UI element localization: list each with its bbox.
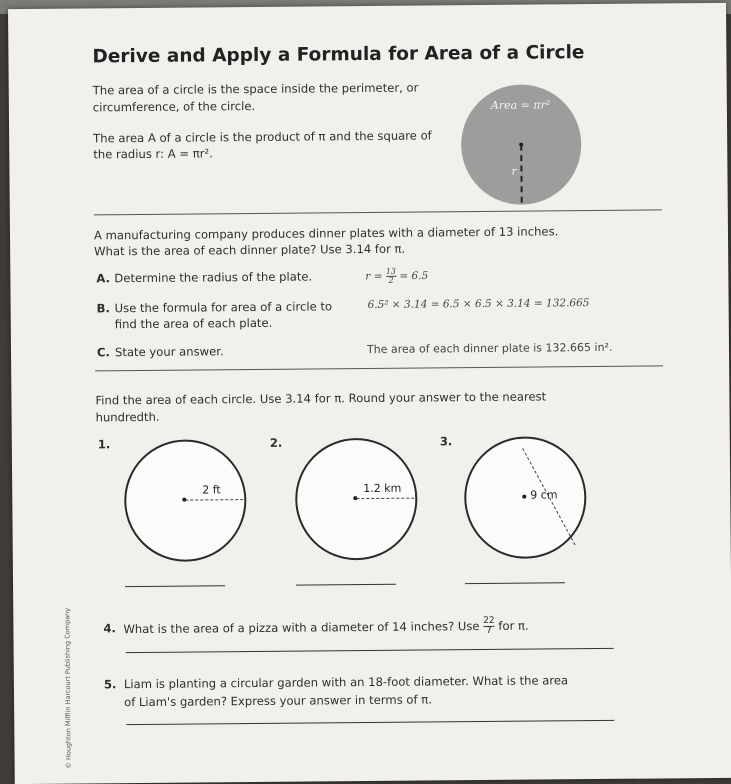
- problem-1-circle: [124, 439, 247, 562]
- question-5-number: 5.: [103, 677, 117, 692]
- step-a-label: A.: [96, 271, 111, 286]
- example-line-1: A manufacturing company produces dinner plates with a diameter of 13 inches.: [93, 224, 559, 243]
- step-c-answer: The area of each dinner plate is 132.665 in².: [366, 340, 613, 357]
- worksheet-page: [8, 3, 731, 784]
- problem-1-label: 2 ft: [202, 483, 221, 497]
- intro-line-3: The area A of a circle is the product of π and the square of: [93, 128, 432, 146]
- area-figure-circle: [461, 84, 582, 205]
- step-b-text-2: find the area of each plate.: [114, 315, 273, 332]
- intro-line-4: the radius r: A = πr².: [93, 146, 213, 162]
- step-c-text: State your answer.: [114, 344, 224, 360]
- example-line-2: What is the area of each dinner plate? Use 3.14 for π.: [94, 241, 406, 259]
- problem-1-number: 1.: [97, 437, 111, 452]
- step-b-text-1: Use the formula for area of a circle to: [114, 299, 333, 316]
- question-5-answer-line[interactable]: [126, 720, 614, 725]
- intro-line-1: The area of a circle is the space inside the perimeter, or: [92, 80, 419, 98]
- practice-instructions-2: hundredth.: [95, 409, 160, 425]
- step-a-text: Determine the radius of the plate.: [114, 269, 313, 286]
- problem-2-radius: [356, 498, 414, 500]
- problem-2-center: [353, 496, 357, 500]
- step-c-label: C.: [96, 345, 110, 360]
- problem-2-number: 2.: [269, 435, 283, 450]
- step-b-label: B.: [96, 301, 110, 316]
- question-4-answer-line[interactable]: [126, 648, 614, 653]
- question-5-line-2: of Liam's garden? Express your answer in terms of π.: [124, 692, 432, 710]
- problem-3-label: 9 cm: [530, 488, 558, 502]
- practice-instructions-1: Find the area of each circle. Use 3.14 for π. Round your answer to the nearest: [95, 389, 547, 408]
- radius-line: [520, 145, 523, 203]
- problem-3-answer-line[interactable]: [465, 582, 565, 584]
- radius-label: r: [511, 164, 517, 178]
- problem-1-radius: [185, 499, 243, 501]
- copyright-sidebar: © Houghton Mifflin Harcourt Publishing Company: [63, 607, 73, 769]
- problem-2-label: 1.2 km: [363, 481, 402, 496]
- section-divider: [94, 209, 662, 215]
- problem-2-answer-line[interactable]: [296, 584, 396, 586]
- area-figure-label: Area = πr²: [490, 98, 551, 112]
- page-title: Derive and Apply a Formula for Area of a Circle: [92, 42, 585, 68]
- section-divider-2: [95, 365, 663, 371]
- step-a-math: r = $\frac{13}{2}$ = 6.5: [365, 266, 429, 285]
- step-b-math: 6.5² × 3.14 = 6.5 × 6.5 × 3.14 = 132.665: [367, 297, 590, 312]
- question-5-line-1: Liam is planting a circular garden with an 18-foot diameter. What is the area: [123, 673, 569, 692]
- problem-3-number: 3.: [439, 434, 453, 449]
- problem-1-answer-line[interactable]: [125, 585, 225, 587]
- problem-3-circle: [464, 436, 587, 559]
- intro-line-2: circumference, of the circle.: [92, 98, 256, 115]
- problem-1-center: [182, 498, 186, 502]
- problem-3-center: [522, 495, 526, 499]
- problem-2-circle: [295, 438, 418, 561]
- question-4-text: What is the area of a pizza with a diameter of 14 inches? Use $\frac{22}{7}$ for π.: [123, 615, 529, 637]
- question-4-number: 4.: [103, 621, 116, 636]
